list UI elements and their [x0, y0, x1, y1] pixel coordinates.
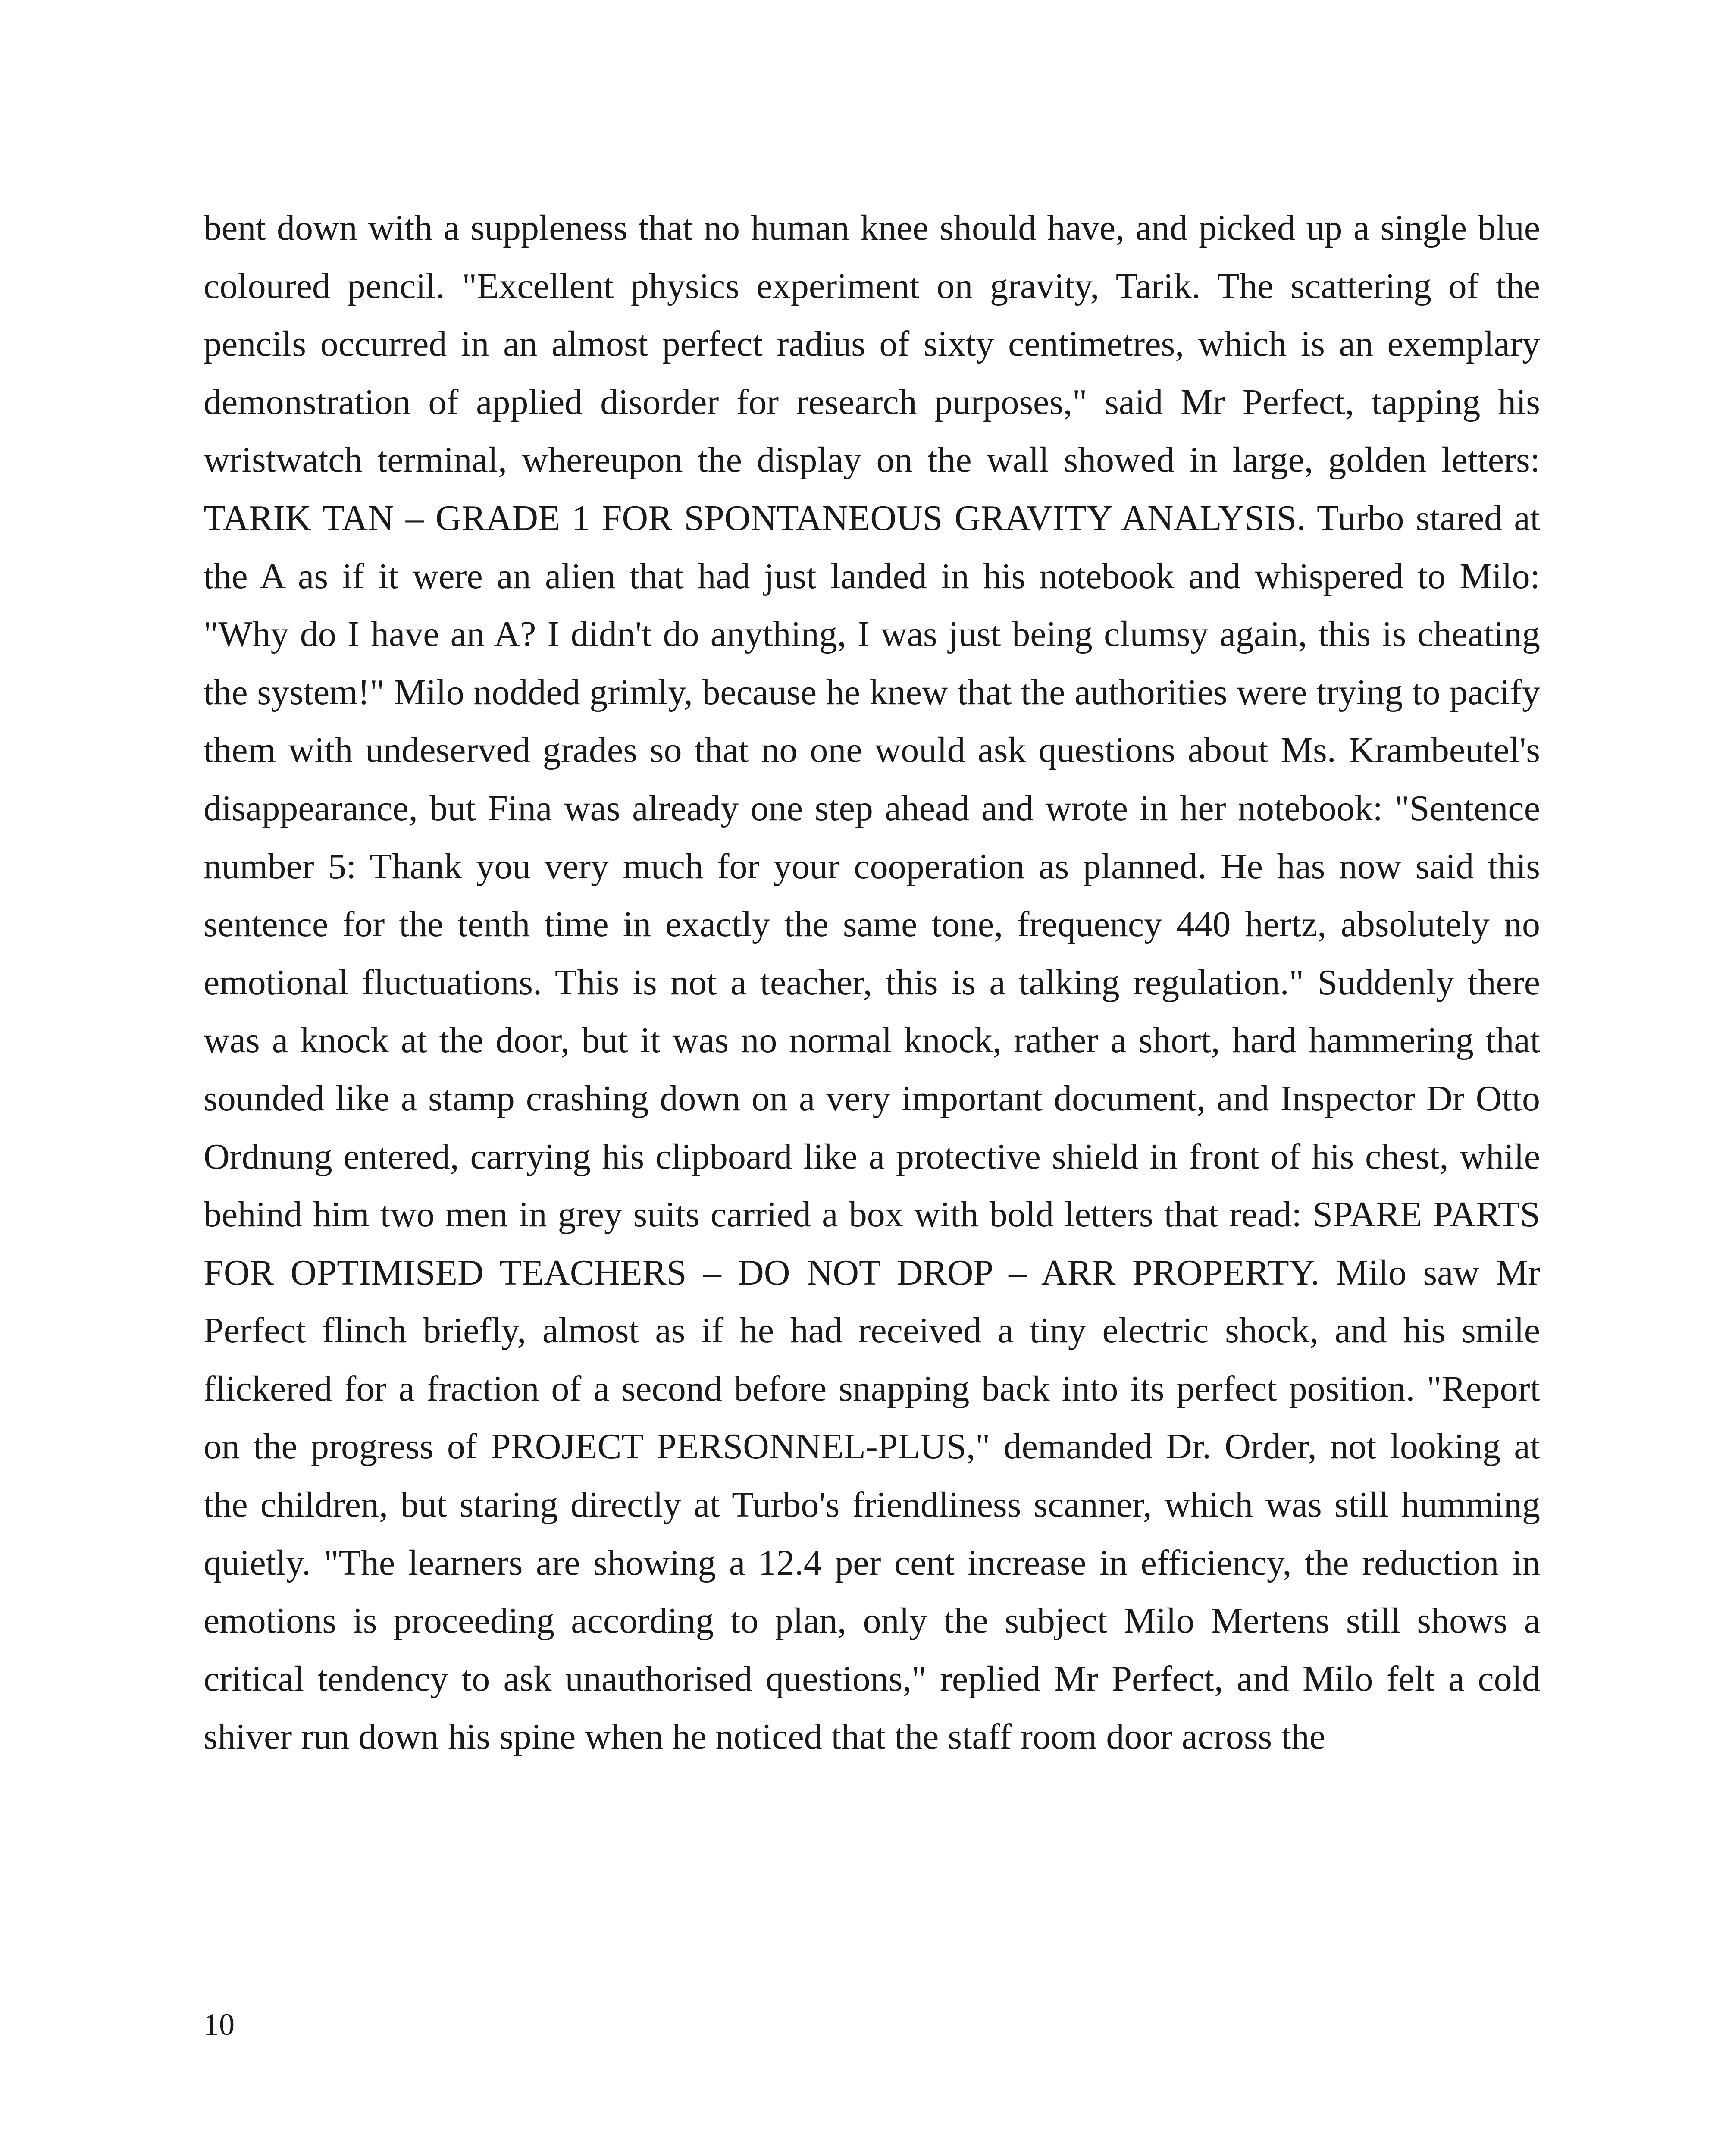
page-number: 10 — [204, 2007, 235, 2042]
body-paragraph: bent down with a suppleness that no human knee should have, and picked up a single blue coloured pencil. "Excellent physics experiment on gravity, Tarik. The scattering of the pencils occurred in an almost perfect radius of sixty centimetres, which is an exemplary demonstration of applied disorder for research purposes," said Mr Perfect, tapping his wristwatch terminal, whereupon the display on the wall showed in large, golden letters: TARIK TAN – GRADE 1 FOR SPONTANEOUS GRAVITY ANALYSIS. Turbo stared at the A as if it were an alien that had just landed in his notebook and whispered to Milo: "Why do I have an A? I didn't do anything, I was just being clumsy again, this is cheating the system!" Milo nodded grimly, because he knew that the authorities were trying to pacify them with undeserved grades so that no one would ask questions about Ms. Krambeutel's disappearance, but Fina was already one step ahead and wrote in her notebook: "Sentence number 5: Thank you very much for your cooperation as planned. He has now said this sentence for the tenth time in exactly the same tone, frequency 440 hertz, absolutely no emotional fluctuations. This is not a teacher, this is a talking regulation." Suddenly there was a knock at the door, but it was no normal knock, rather a short, hard hammering that sounded like a stamp crashing down on a very important document, and Inspector Dr Otto Ordnung entered, carrying his clipboard like a protective shield in front of his chest, while behind him two men in grey suits carried a box with bold letters that read: SPARE PARTS FOR OPTIMISED TEACHERS – DO NOT DROP – ARR PROPERTY. Milo saw Mr Perfect flinch briefly, almost as if he had received a tiny electric shock, and his smile flickered for a fraction of a second before snapping back into its perfect position. "Report on the progress of PROJECT PERSONNEL-PLUS," demanded Dr. Order, not looking at the children, but staring directly at Turbo's friendliness scanner, which was still humming quietly. "The learners are showing a 12.4 per cent increase in efficiency, the reduction in emotions is proceeding according to plan, only the subject Milo Mertens still shows a critical tendency to ask unauthorised questions," replied Mr Perfect, and Milo felt a cold shiver run down his spine when he noticed that the staff room door across the — [204, 208, 1540, 1757]
